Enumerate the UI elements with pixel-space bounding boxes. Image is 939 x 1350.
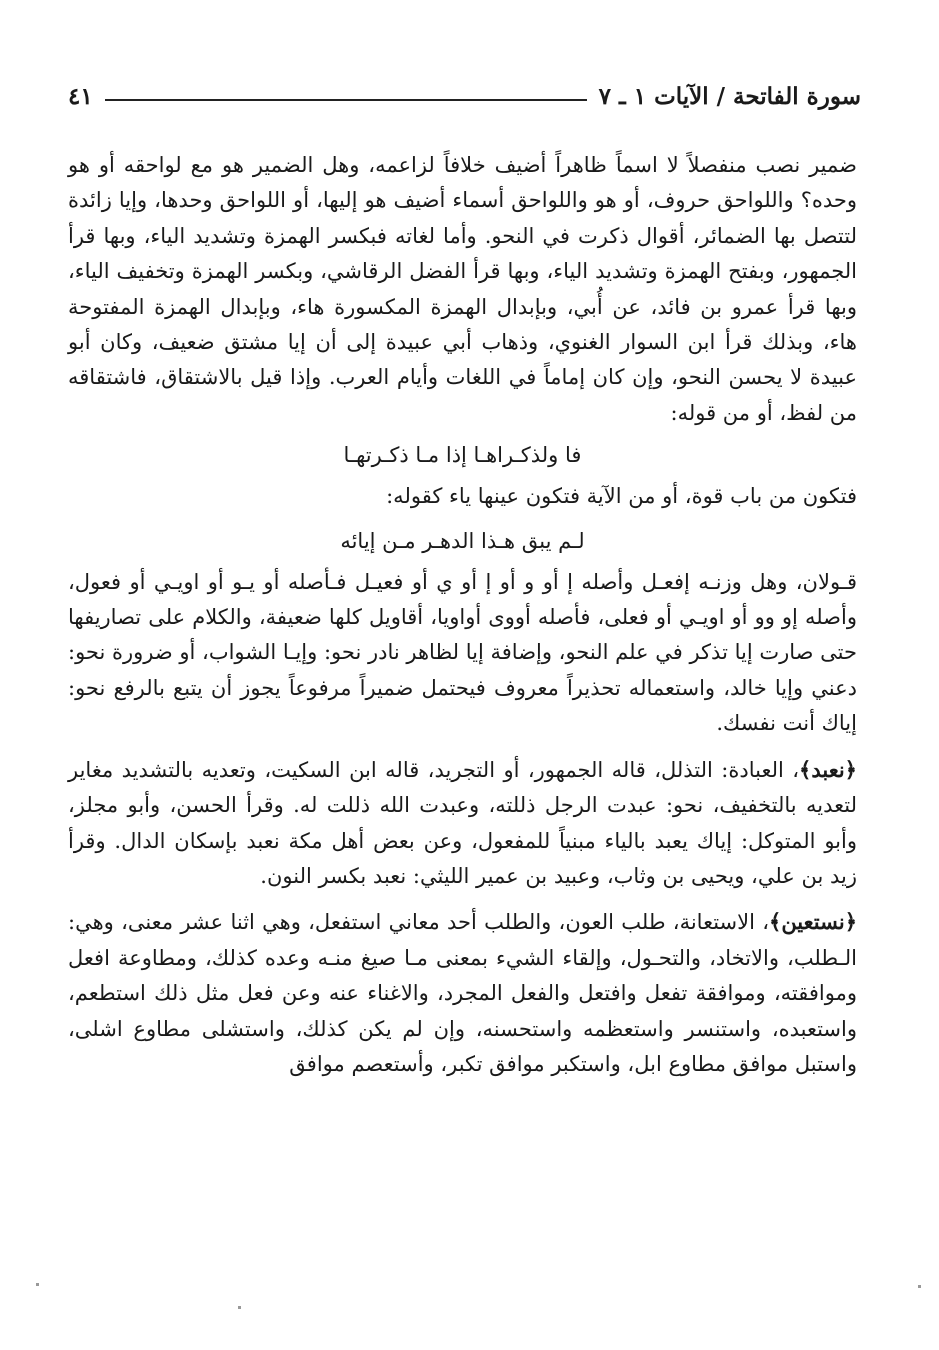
running-header [68, 70, 861, 110]
verse-1: فا ولذكـراهـا إذا مـا ذكـرتهـا [343, 443, 582, 468]
paragraph-nastain [68, 904, 857, 1082]
paragraph-nastain-text: ، الاستعانة، طلب العون، والطلب أحد معاني استفعل، وهي اثنا عشر معنى، وهي: الـطلب، والاتخاد، والتحـول، وإلقاء الشيء بمعنى مـا صيغ منـه وعده كذلك، ومطاوعة افعل وموافقته، وموافقة تفعل وافتعل والفعل المجرد، والاغناء عنه وعن فعل مثل ذلك استطعم، واستعبده، واستنسر واستعظمه واستحسنه، وإن لم يكن كذلك، واستشلى مطاوع اشلى، واستبل موافق مطاوع ابل، واستكبر موافق تكبر، وأستعصم موافق [68, 910, 857, 1076]
verse-2: لـم يبق هـذا الدهـر مـن إيائه [340, 528, 585, 553]
keyword-nabudu: ﴿نعبد﴾ [799, 756, 857, 782]
paragraph-3: قـولان، وهل وزنـه إفعـل وأصله إ أو و أو إ أو ي أو فعيـل فـأصله أو يـو أو اويـي أو فعول، وأصله إو وو أو اويـي أو فعلى، فأصله أووى أواويا، أقاويل كلها ضعيفة، والكلام على تصاريفها حتى صارت إيا تذكر في علم النحو، وإضافة إيا لظاهر نادر نحو: وإيـا الشواب، أو ضرورة نحو: دعني وإيا خالد، واستعماله تحذيراً معروف فيحتمل ضميراً مرفوعاً يجوز أن يتبع بالرفع نحو: إياك أنت نفسك. [68, 569, 857, 736]
header-rule [105, 99, 587, 101]
paragraph-gap [68, 894, 857, 904]
paragraph-nabudu [68, 752, 857, 895]
paragraph-gap [68, 742, 857, 752]
paragraph-1: ضمير نصب منفصلاً لا اسماً ظاهراً أضيف خلافاً لزاعمه، وهل الضمير هو مع لواحقه أو هو وحده؟ واللواحق حروف، أو هو واللواحق أسماء أضيف هو إليها، أو اللواحق وحدها، وإيا زائدة لتتصل بها الضمائر، أقوال ذكرت في النحو. وأما لغاته فبكسر الهمزة وتشديد الياء، وبها قرأ الجمهور، وبفتح الهمزة وتشديد الياء، وبها قرأ الفضل الرقاشي، وبكسر الهمزة وتخفيف الياء، وبها قرأ عمرو بن فائد، عن أُبي، وبإبدال الهمزة المكسورة هاء، وبإبدال الهمزة المفتوحة هاء، وبذلك قرأ ابن السوار الغنوي، وذهاب أبي عبيدة إلى أن إيا مشتق ضعيف، وكان أبو عبيدة لا يحسن النحو، وإن كان إماماً في اللغات وأيام العرب. وإذا قيل بالاشتقاق، فاشتقاقه من لفظ، أو من قوله: [68, 153, 857, 425]
scan-speck [36, 1283, 39, 1286]
chapter-title: سورة الفاتحة / الآيات ١ ـ ٧ [598, 83, 861, 110]
scan-speck [238, 1306, 241, 1309]
scan-speck [918, 1285, 921, 1288]
keyword-nastain: ﴿نستعين﴾ [769, 909, 857, 935]
paragraph-nabudu-text: ، العبادة: التذلل، قاله الجمهور، أو التجريد، قاله ابن السكيت، وتعديه بالتشديد مغاير لتعديه بالتخفيف، نحو: عبدت الرجل ذللته، وعبدت الله ذللت له. وقرأ الحسن، وأبو مجلز، وأبو المتوكل: إياك يعبد بالياء مبنياً للمفعول، وعن بعض أهل مكة نعبد بإسكان الدال. وقرأ زيد بن علي، ويحيى بن وثاب، وعبيد بن عمير الليثي: نعبد بكسر النون. [68, 757, 857, 888]
page-body [68, 148, 857, 1082]
paragraph-2: فتكون من باب قوة، أو من الآية فتكون عينها ياء كقوله: [386, 484, 857, 509]
page-number: ٤١ [68, 83, 93, 110]
